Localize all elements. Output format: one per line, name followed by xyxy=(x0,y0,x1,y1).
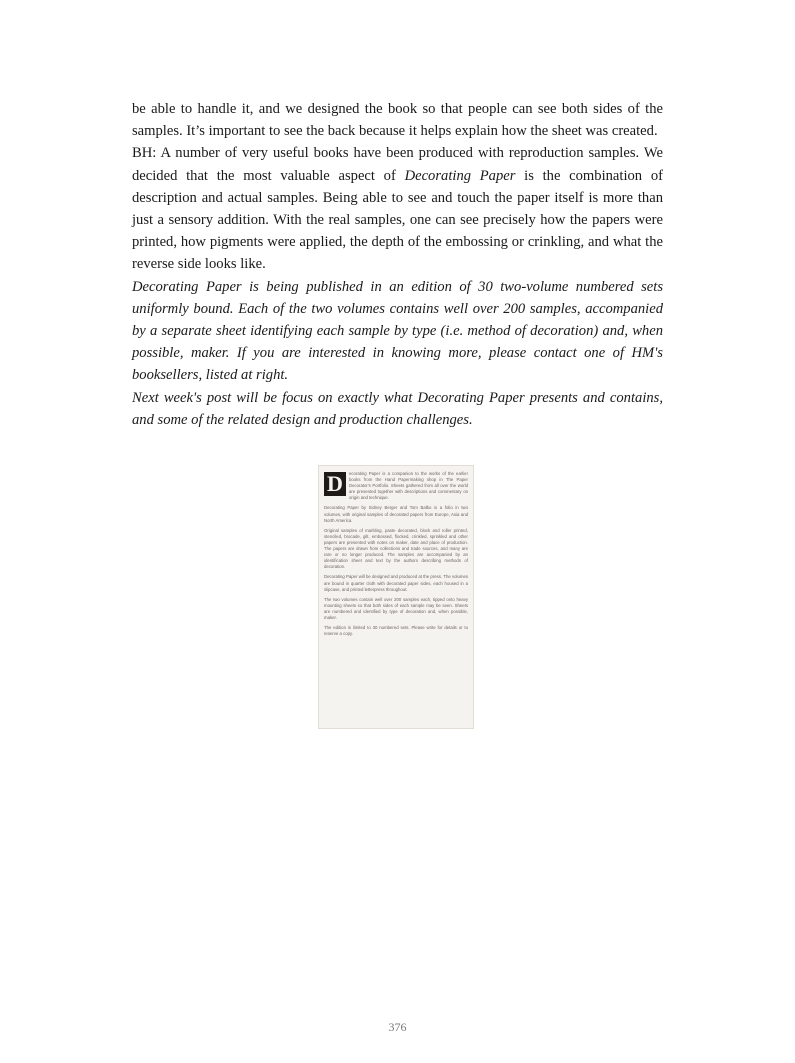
prospectus-image xyxy=(318,465,474,729)
prospectus-paragraph-3: Original samples of marbling, paste decorated, block and roller printed, stenciled, brocade, gilt, embossed, flocked, crinkled, sprinkled and other papers are presented with notes on maker, date and place of production. The papers are drawn from collections and trade sources, and many are rare or no longer produced. The samples are accompanied by an identification sheet and text by the authors describing methods of decoration. xyxy=(324,527,468,570)
prospectus-paragraph-1: ecorating Paper is a companion to the works of the earlier books from the Hand Papermaking shop in The Paper Decorator's Portfolio. Sheets gathered from all over the world are presented together with descriptions and commentary on origin and technique. xyxy=(349,471,468,501)
book-title: Decorating Paper xyxy=(404,167,516,184)
article-body xyxy=(132,98,663,431)
paragraph-2-rest: is the combination of description and actual samples. Being able to see and touch the paper itself is more than just a sensory addition. With the real samples, one can see precisely how the papers were printed, how pigments were applied, the depth of the embossing or crinkling, and what the reverse side looks like. xyxy=(132,167,663,273)
prospectus-paragraph-5: The two volumes contain well over 200 samples each, tipped onto heavy mounting sheets so that both sides of each sample may be seen. Sheets are numbered and identified by type of decoration and, when possible, maker. xyxy=(324,596,468,620)
paragraph-4: Next week's post will be focus on exactly what Decorating Paper presents and contains, and some of the related design and production challenges. xyxy=(132,389,663,428)
paragraph-3: Decorating Paper is being published in an edition of 30 two-volume numbered sets uniformly bound. Each of the two volumes contains well over 200 samples, accompanied by a separate sheet identifying each sample by type (i.e. method of decoration) and, when possible, maker. If you are interested in knowing more, please contact one of HM's booksellers, listed at right. xyxy=(132,278,663,384)
paragraph-2 xyxy=(132,142,663,275)
prospectus-paragraph-2: Decorating Paper by Sidney Berger and Tom Balbo is a folio in two volumes, with original samples of decorated papers from Europe, Asia and North America. xyxy=(324,505,468,523)
prospectus-dropcap: D xyxy=(324,472,346,496)
paragraph-2-lead: BH: A number of very useful books have been produced with reproduction samples. We decided that the most valuable aspect of xyxy=(132,145,663,184)
paragraph-1: be able to handle it, and we designed the book so that people can see both sides of the samples. It’s important to see the back because it helps explain how the sheet was created. xyxy=(132,101,663,140)
prospectus-paragraph-4: Decorating Paper will be designed and produced at the press. The volumes are bound in quarter cloth with decorated paper sides, each housed in a slipcase, and printed letterpress throughout. xyxy=(324,574,468,592)
page-number: 376 xyxy=(388,1020,407,1034)
prospectus-paragraph-6: The edition is limited to 30 numbered sets. Please write for details or to reserve a copy. xyxy=(324,625,468,637)
